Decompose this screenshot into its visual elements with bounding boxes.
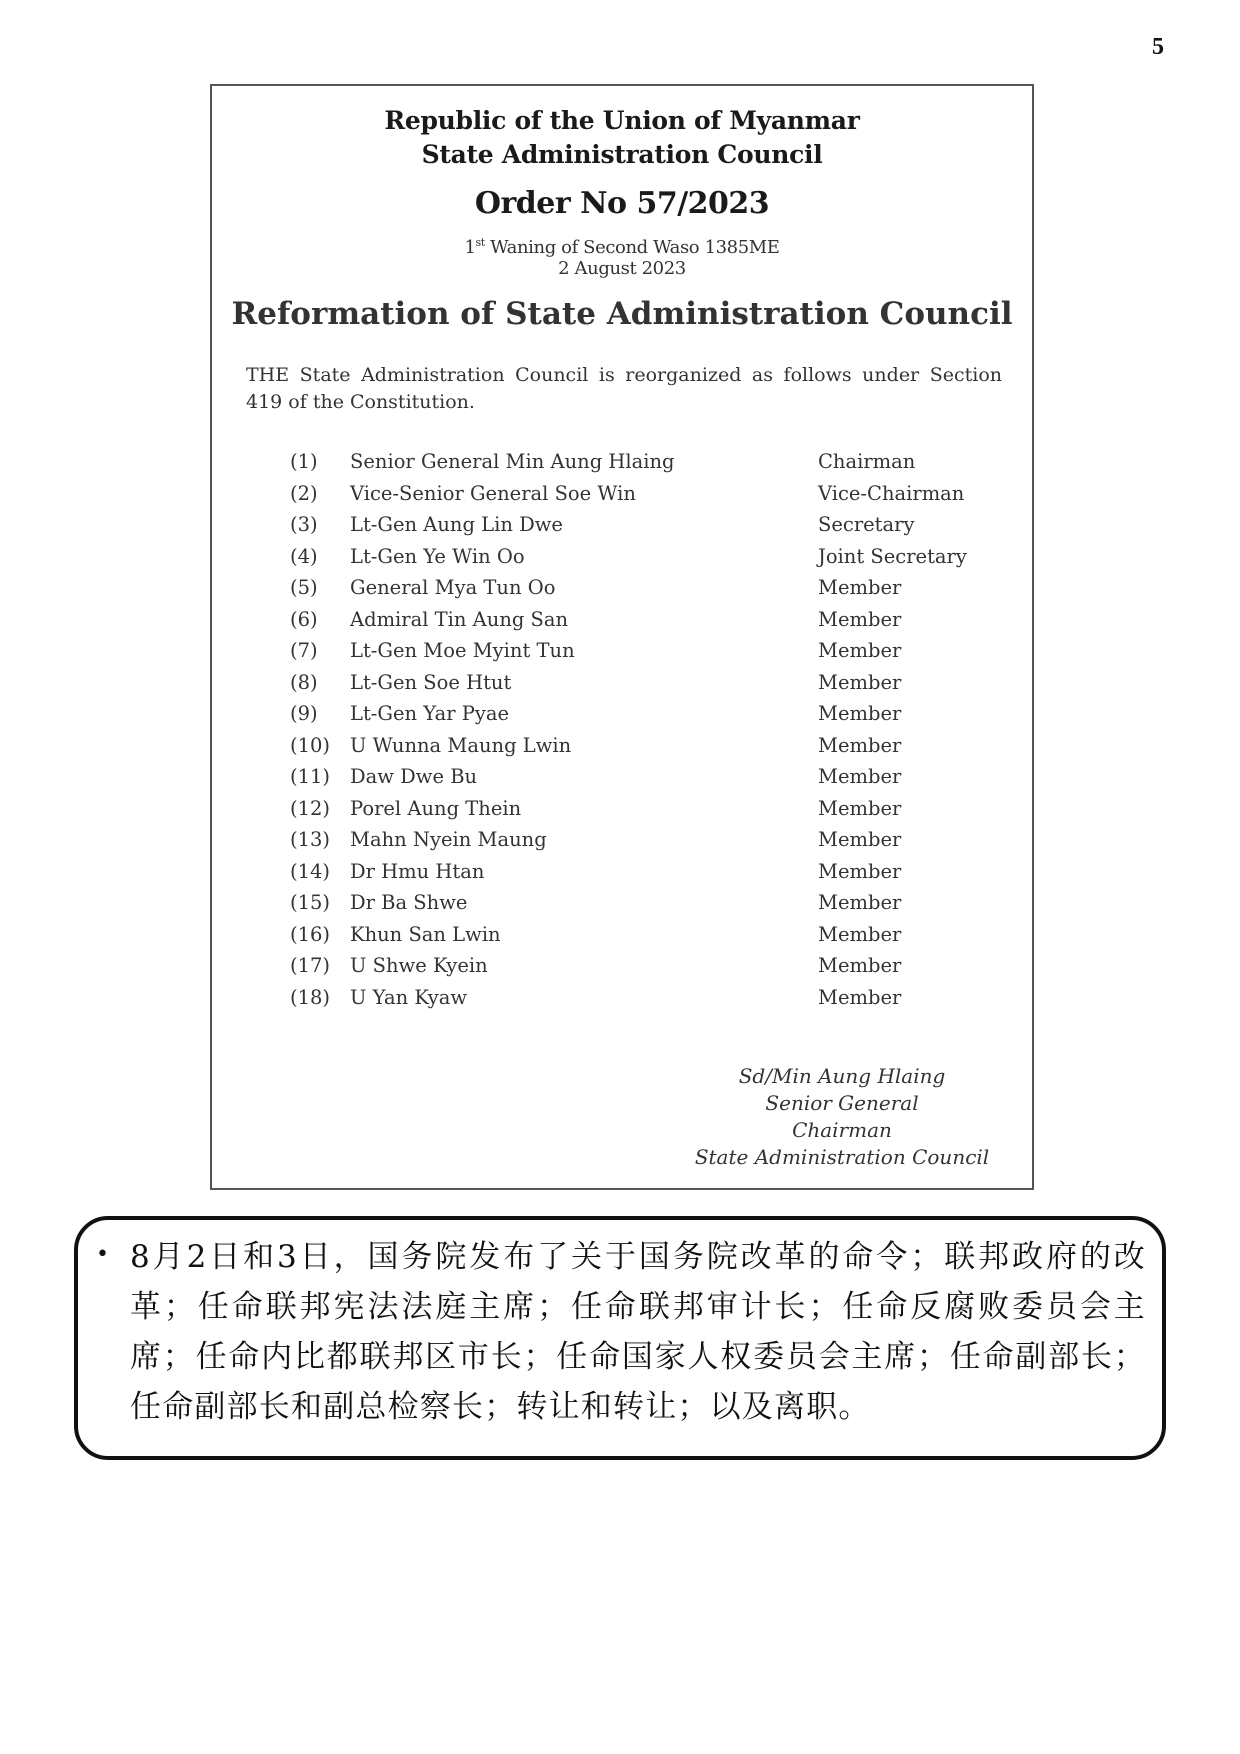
myanmar-date-rest: Waning of Second Waso 1385ME [484, 237, 780, 258]
member-role: Member [818, 985, 902, 1009]
page-number: 5 [1152, 34, 1164, 60]
member-num: (5) [290, 576, 318, 599]
member-name: Khun San Lwin [350, 922, 501, 946]
member-row [212, 986, 1032, 1018]
member-role: Member [818, 607, 902, 631]
member-row [212, 923, 1032, 955]
member-name: Dr Hmu Htan [350, 859, 485, 883]
signature-council: State Administration Council [694, 1145, 990, 1169]
gregorian-date: 2 August 2023 [558, 258, 686, 279]
member-row [212, 828, 1032, 860]
member-name: Admiral Tin Aung San [350, 607, 569, 631]
member-row [212, 954, 1032, 986]
member-name: Lt-Gen Yar Pyae [350, 702, 510, 725]
member-num: (16) [290, 922, 331, 946]
member-role: Member [818, 796, 902, 820]
member-num: (14) [290, 859, 331, 883]
signature-name: Sd/Min Aung Hlaing [738, 1064, 946, 1088]
member-role: Member [818, 891, 902, 914]
member-num: (18) [290, 985, 331, 1009]
member-role: Member [818, 828, 902, 851]
member-role: Member [818, 859, 902, 883]
member-name: Lt-Gen Ye Win Oo [350, 544, 525, 568]
member-name: General Mya Tun Oo [350, 576, 556, 599]
signature-title: Chairman [792, 1118, 892, 1142]
member-name: Daw Dwe Bu [350, 765, 478, 788]
member-role: Member [818, 670, 902, 694]
order-title: Reformation of State Administration Council [231, 296, 1013, 332]
member-row [212, 450, 1032, 482]
member-name: U Shwe Kyein [350, 954, 488, 977]
member-row [212, 891, 1032, 923]
bullet-icon: • [96, 1242, 109, 1267]
member-num: (2) [290, 481, 318, 505]
member-num: (11) [290, 765, 331, 788]
member-name: Senior General Min Aung Hlaing [350, 450, 675, 473]
member-role: Member [818, 733, 902, 757]
member-row [212, 576, 1032, 608]
member-name: Porel Aung Thein [350, 796, 522, 820]
member-num: (9) [290, 702, 318, 725]
member-name: Vice-Senior General Soe Win [350, 481, 636, 505]
member-name: Lt-Gen Soe Htut [350, 670, 512, 694]
member-row [212, 734, 1032, 766]
member-num: (6) [290, 607, 318, 631]
myanmar-date-suffix: st [475, 236, 485, 249]
member-name: Lt-Gen Moe Myint Tun [350, 639, 575, 662]
member-row [212, 702, 1032, 734]
member-row [212, 860, 1032, 892]
member-name: U Wunna Maung Lwin [350, 733, 572, 757]
member-row [212, 797, 1032, 829]
summary-box [74, 1216, 1166, 1460]
member-name: Lt-Gen Aung Lin Dwe [350, 513, 563, 536]
member-num: (1) [290, 450, 318, 473]
member-num: (13) [290, 828, 331, 851]
member-role: Joint Secretary [818, 544, 967, 568]
member-row [212, 608, 1032, 640]
member-num: (10) [290, 733, 331, 757]
member-row [212, 513, 1032, 545]
member-name: Mahn Nyein Maung [350, 828, 547, 851]
member-row [212, 482, 1032, 514]
summary-text: 8月2日和3日，国务院发布了关于国务院改革的命令；联邦政府的改革；任命联邦宪法法庭主席；任命联邦审计长；任命反腐败委员会主席；任命内比都联邦区市长；任命国家人权委员会主席；任命副部长；任命副部长和副总检察长；转让和转让；以及离职。 [130, 1239, 1146, 1425]
signature-rank: Senior General [765, 1091, 919, 1115]
member-name: U Yan Kyaw [350, 985, 468, 1009]
member-num: (7) [290, 639, 318, 662]
member-row [212, 765, 1032, 797]
member-role: Member [818, 576, 902, 599]
member-role: Member [818, 922, 902, 946]
member-num: (4) [290, 544, 318, 568]
republic-heading: Republic of the Union of Myanmar [384, 106, 860, 135]
order-document [210, 84, 1034, 1190]
member-role: Member [818, 702, 902, 725]
myanmar-date [212, 236, 1032, 258]
member-num: (17) [290, 954, 331, 977]
member-num: (8) [290, 670, 318, 694]
member-name: Dr Ba Shwe [350, 891, 468, 914]
member-row [212, 639, 1032, 671]
member-role: Member [818, 765, 902, 788]
order-intro: THE State Administration Council is reorganized as follows under Section 419 of the Constitution. [246, 364, 1002, 413]
member-role: Member [818, 639, 902, 662]
member-num: (12) [290, 796, 331, 820]
member-role: Chairman [818, 450, 916, 473]
member-row [212, 671, 1032, 703]
member-num: (3) [290, 513, 318, 536]
council-heading: State Administration Council [421, 140, 823, 169]
order-number: Order No 57/2023 [474, 186, 770, 221]
member-row [212, 545, 1032, 577]
member-role: Vice-Chairman [818, 481, 965, 505]
member-role: Secretary [818, 513, 915, 536]
member-num: (15) [290, 891, 331, 914]
member-role: Member [818, 954, 902, 977]
myanmar-date-day: 1 [464, 237, 476, 258]
